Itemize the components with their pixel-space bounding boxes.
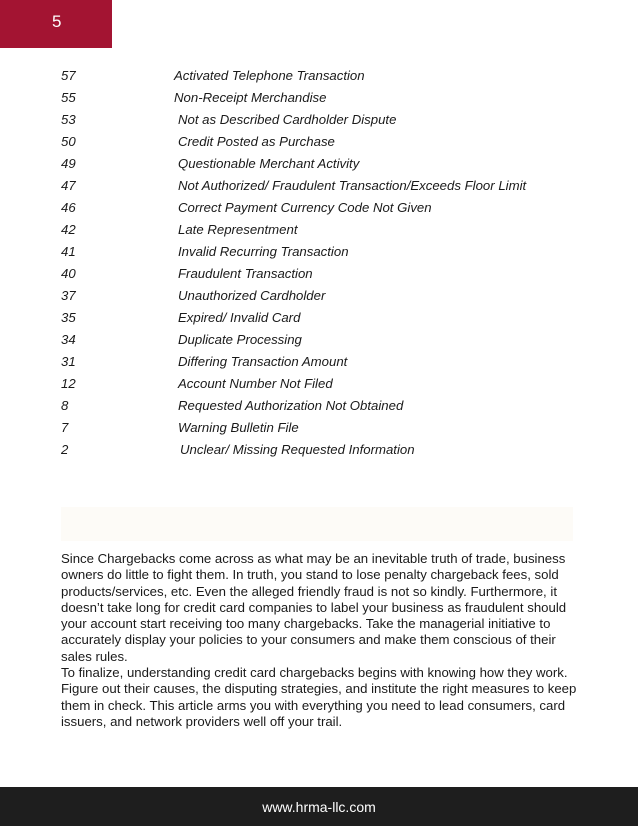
blank-heading-bar	[61, 507, 573, 541]
code-row	[61, 265, 581, 287]
code-number: 7	[61, 420, 69, 435]
page-number-badge	[0, 0, 112, 48]
code-row	[61, 177, 581, 199]
code-number: 55	[61, 90, 76, 105]
code-number: 40	[61, 266, 76, 281]
code-description: Duplicate Processing	[178, 332, 302, 347]
code-description: Questionable Merchant Activity	[178, 156, 360, 171]
code-number: 49	[61, 156, 76, 171]
code-number: 8	[61, 398, 69, 413]
code-row	[61, 111, 581, 133]
code-row	[61, 133, 581, 155]
code-description: Correct Payment Currency Code Not Given	[178, 200, 432, 215]
code-description: Not Authorized/ Fraudulent Transaction/Exceeds Floor Limit	[178, 178, 527, 193]
code-row	[61, 419, 581, 441]
code-number: 37	[61, 288, 76, 303]
code-number: 42	[61, 222, 76, 237]
code-row	[61, 375, 581, 397]
code-number: 2	[61, 442, 69, 457]
code-description: Activated Telephone Transaction	[174, 68, 365, 83]
code-number: 35	[61, 310, 76, 325]
code-number: 47	[61, 178, 76, 193]
code-description: Unauthorized Cardholder	[178, 288, 326, 303]
code-row	[61, 243, 581, 265]
code-row	[61, 89, 581, 111]
code-row	[61, 331, 581, 353]
footer-link[interactable]: www.hrma-llc.com	[262, 799, 376, 815]
code-row	[61, 287, 581, 309]
code-row	[61, 441, 581, 463]
code-description: Not as Described Cardholder Dispute	[178, 112, 397, 127]
code-row	[61, 353, 581, 375]
footer	[0, 787, 638, 826]
code-description: Expired/ Invalid Card	[178, 310, 301, 325]
code-number: 57	[61, 68, 76, 83]
paragraph: Since Chargebacks come across as what may be an inevitable truth of trade, business owners do little to fight them. In truth, you stand to lose penalty chargeback fees, sold products/services, etc. Even the alleged friendly fraud is not so kindly. Furthermore, it doesn’t take long for credit card companies to label your business as fraudulent should your account start receiving too many chargebacks. Take the managerial initiative to accurately display your policies to your consumers and make them conscious of their sales rules.	[61, 551, 567, 664]
code-number: 46	[61, 200, 76, 215]
code-description: Requested Authorization Not Obtained	[178, 398, 404, 413]
code-description: Unclear/ Missing Requested Information	[180, 442, 415, 457]
paragraph: To finalize, understanding credit card chargebacks begins with knowing how they work. Figure out their causes, the disputing strategies, and institute the right measures to keep them in check. This article arms you with everything you need to lead consumers, card issuers, and network providers well off your trail.	[61, 665, 577, 729]
code-row	[61, 221, 581, 243]
code-description: Fraudulent Transaction	[178, 266, 313, 281]
page-number: 5	[52, 12, 62, 31]
code-description: Credit Posted as Purchase	[178, 134, 335, 149]
code-number: 53	[61, 112, 76, 127]
code-number: 34	[61, 332, 76, 347]
code-description: Differing Transaction Amount	[178, 354, 348, 369]
body-text	[61, 551, 581, 730]
code-number: 50	[61, 134, 76, 149]
code-description: Warning Bulletin File	[178, 420, 299, 435]
code-row	[61, 309, 581, 331]
code-number: 31	[61, 354, 76, 369]
code-row	[61, 397, 581, 419]
code-row	[61, 67, 581, 89]
code-number: 12	[61, 376, 76, 391]
code-description: Late Representment	[178, 222, 298, 237]
chargeback-code-list	[61, 67, 581, 463]
code-number: 41	[61, 244, 76, 259]
code-description: Account Number Not Filed	[178, 376, 333, 391]
code-row	[61, 155, 581, 177]
code-description: Non-Receipt Merchandise	[174, 90, 327, 105]
code-row	[61, 199, 581, 221]
code-description: Invalid Recurring Transaction	[178, 244, 349, 259]
